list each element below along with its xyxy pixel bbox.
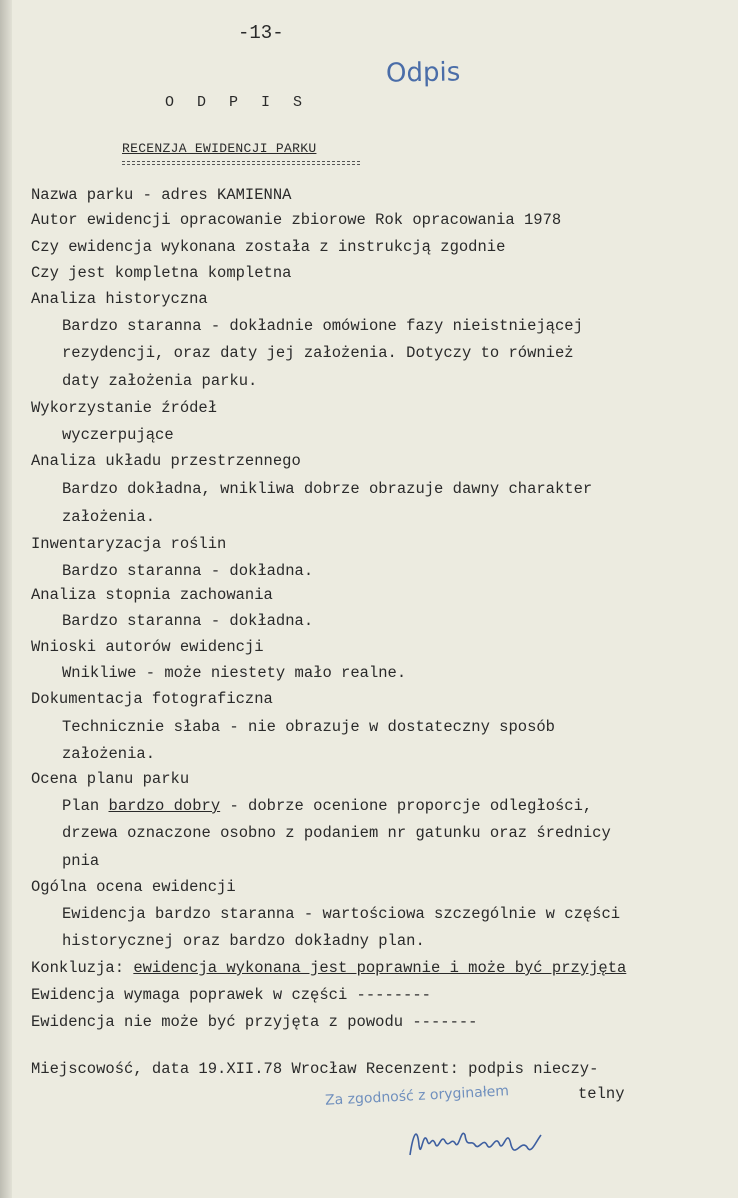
text-line: Technicznie słaba - nie obrazuje w dostateczny sposób xyxy=(62,718,555,736)
place-date-line: Miejscowość, data 19.XII.78 Wrocław Recenzent: podpis nieczy- xyxy=(31,1060,599,1078)
title-underline xyxy=(122,161,360,162)
text-line: Bardzo staranna - dokładna. xyxy=(62,562,314,580)
section-photo: Dokumentacja fotograficzna xyxy=(31,690,273,708)
text-line: drzewa oznaczone osobno z podaniem nr gatunku oraz średnicy xyxy=(62,824,611,842)
title-underline-2 xyxy=(122,164,360,165)
section-preservation: Analiza stopnia zachowania xyxy=(31,586,273,604)
conclusion-line xyxy=(31,959,626,977)
section-plan: Ocena planu parku xyxy=(31,770,190,788)
certification-stamp: Za zgodność z oryginałem xyxy=(324,1083,510,1109)
section-historical: Analiza historyczna xyxy=(31,290,208,308)
document-heading: O D P I S xyxy=(165,94,310,111)
text-line: Ewidencja bardzo staranna - wartościowa szczególnie w części xyxy=(62,905,621,923)
document-title: RECENZJA EWIDENCJI PARKU xyxy=(122,141,317,156)
section-plants: Inwentaryzacja roślin xyxy=(31,535,227,553)
page-edge xyxy=(0,0,12,1198)
text-line: daty założenia parku. xyxy=(62,372,258,390)
text-span: Plan xyxy=(62,797,109,815)
text-line: historycznej oraz bardzo dokładny plan. xyxy=(62,932,425,950)
text-line: wyczerpujące xyxy=(62,426,174,444)
odpis-stamp: Odpis xyxy=(385,57,461,89)
section-overall: Ogólna ocena ewidencji xyxy=(31,878,236,896)
text-span-underlined: ewidencja wykonana jest poprawnie i może być przyjęta xyxy=(133,959,627,977)
page-number: -13- xyxy=(238,22,284,44)
field-instruction: Czy ewidencja wykonana została z instrukcją zgodnie xyxy=(31,238,506,256)
handwritten-signature xyxy=(405,1115,545,1165)
text-line: rezydencji, oraz daty jej założenia. Dotyczy to również xyxy=(62,344,574,362)
section-sources: Wykorzystanie źródeł xyxy=(31,399,218,417)
field-author: Autor ewidencji opracowanie zbiorowe Rok opracowania 1978 xyxy=(31,211,562,229)
text-line: Ewidencja wymaga poprawek w części -------- xyxy=(31,986,431,1004)
text-span: Konkluzja: xyxy=(31,959,134,977)
text-line: założenia. xyxy=(62,745,156,763)
text-span: - dobrze ocenione proporcje odległości, xyxy=(220,797,593,815)
text-line: Bardzo dokładna, wnikliwa dobrze obrazuje dawny charakter xyxy=(62,480,593,498)
text-line: Wnikliwe - może niestety mało realne. xyxy=(62,664,407,682)
text-line: Ewidencja nie może być przyjęta z powodu ------- xyxy=(31,1013,478,1031)
field-park-name: Nazwa parku - adres KAMIENNA xyxy=(31,186,292,204)
text-line: założenia. xyxy=(62,508,156,526)
text-line: pnia xyxy=(62,852,100,870)
section-spatial: Analiza układu przestrzennego xyxy=(31,452,301,470)
text-line xyxy=(62,797,592,815)
text-line: telny xyxy=(578,1085,625,1103)
text-span-underlined: bardzo dobry xyxy=(108,797,221,815)
field-complete: Czy jest kompletna kompletna xyxy=(31,264,292,282)
text-line: Bardzo staranna - dokładnie omówione fazy nieistniejącej xyxy=(62,317,583,335)
section-conclusions: Wnioski autorów ewidencji xyxy=(31,638,264,656)
text-line: Bardzo staranna - dokładna. xyxy=(62,612,314,630)
